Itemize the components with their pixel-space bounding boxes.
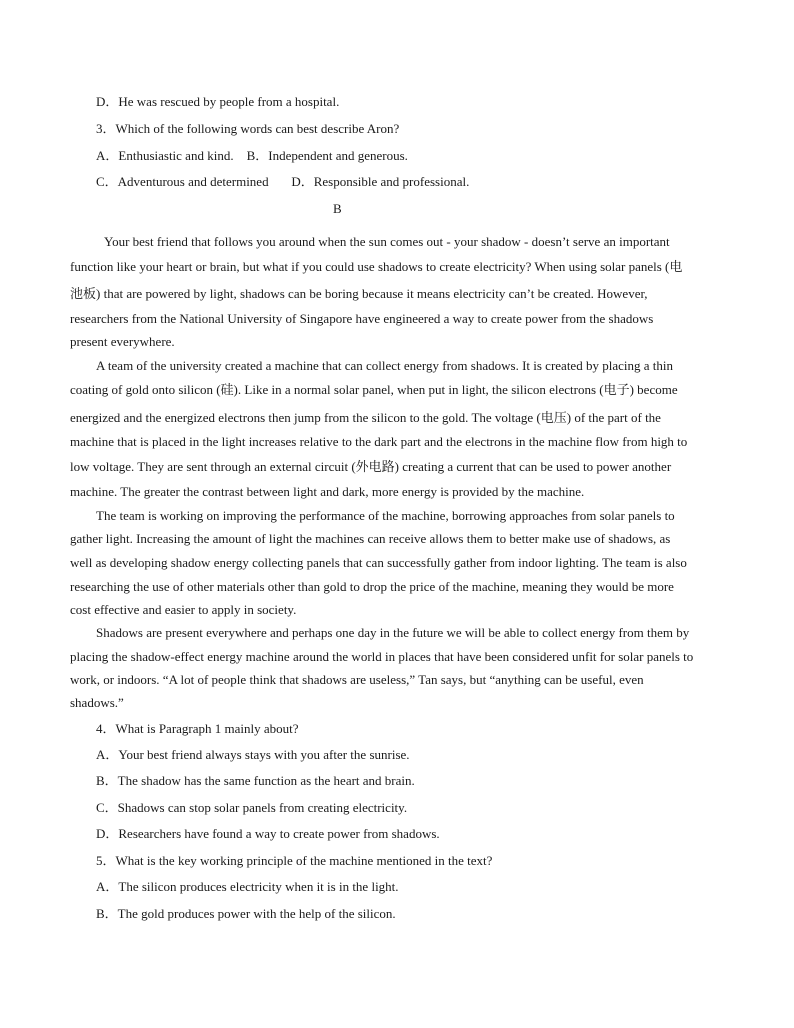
- passage-line: work, or indoors. “A lot of people think that shadows are useless,” Tan says, but “anything can be useful, even: [70, 672, 644, 687]
- passage-line: machine that is placed in the light increases relative to the dark part and the electrons in the machine flow from high to: [70, 434, 688, 449]
- passage-line: 池板) that are powered by light, shadows can be boring because it means electricity can’t be created. However,: [70, 286, 648, 301]
- q3-options-row-2: C．Adventurous and determined D．Responsible and professional.: [96, 174, 470, 189]
- section-label: B: [333, 201, 342, 216]
- q3-options-row-1: A．Enthusiastic and kind. B．Independent and generous.: [96, 148, 408, 163]
- passage-line: gather light. Increasing the amount of light the machines can receive allows them to better make use of shadows, as: [70, 531, 671, 546]
- passage-line: placing the shadow-effect energy machine around the world in places that have been considered unfit for solar panels to: [70, 649, 694, 664]
- question-4-stem: 4．What is Paragraph 1 mainly about?: [96, 721, 299, 736]
- passage-line: energized and the energized electrons then jump from the silicon to the gold. The voltage (电压) of the part of the: [70, 410, 661, 425]
- passage-line: function like your heart or brain, but what if you could use shadows to create electricity? When using solar panels (电: [70, 259, 683, 274]
- passage-line: coating of gold onto silicon (硅). Like in a normal solar panel, when put in light, the silicon electrons (电子) become: [70, 382, 678, 397]
- q4-option-a: A．Your best friend always stays with you after the sunrise.: [96, 747, 410, 762]
- passage-line: shadows.”: [70, 695, 124, 710]
- passage-line: researchers from the National University of Singapore have engineered a way to create power from the shadows: [70, 311, 654, 326]
- q2-option-d: D．He was rescued by people from a hospital.: [96, 94, 340, 109]
- question-3-stem: 3．Which of the following words can best describe Aron?: [96, 121, 400, 136]
- passage-line: well as developing shadow energy collecting panels that can successfully gather from indoor lighting. The team is also: [70, 555, 687, 570]
- q5-option-b: B．The gold produces power with the help of the silicon.: [96, 906, 396, 921]
- passage-line: machine. The greater the contrast between light and dark, more energy is provided by the machine.: [70, 484, 585, 499]
- q5-option-a: A．The silicon produces electricity when it is in the light.: [96, 879, 399, 894]
- q4-option-c: C．Shadows can stop solar panels from creating electricity.: [96, 800, 408, 815]
- passage-line: researching the use of other materials other than gold to drop the price of the machine, meaning they would be more: [70, 579, 674, 594]
- q4-option-d: D．Researchers have found a way to create power from shadows.: [96, 826, 440, 841]
- passage-line: cost effective and easier to apply in society.: [70, 602, 297, 617]
- passage-line: A team of the university created a machine that can collect energy from shadows. It is created by placing a thin: [96, 358, 673, 373]
- passage-line: The team is working on improving the performance of the machine, borrowing approaches from solar panels to: [96, 508, 675, 523]
- passage-line: low voltage. They are sent through an external circuit (外电路) creating a current that can be used to power another: [70, 459, 672, 474]
- passage-line: present everywhere.: [70, 334, 175, 349]
- q4-option-b: B．The shadow has the same function as the heart and brain.: [96, 773, 415, 788]
- question-5-stem: 5．What is the key working principle of the machine mentioned in the text?: [96, 853, 493, 868]
- passage-line: Your best friend that follows you around when the sun comes out - your shadow - doesn’t serve an important: [104, 234, 670, 249]
- passage-line: Shadows are present everywhere and perhaps one day in the future we will be able to collect energy from them by: [96, 625, 690, 640]
